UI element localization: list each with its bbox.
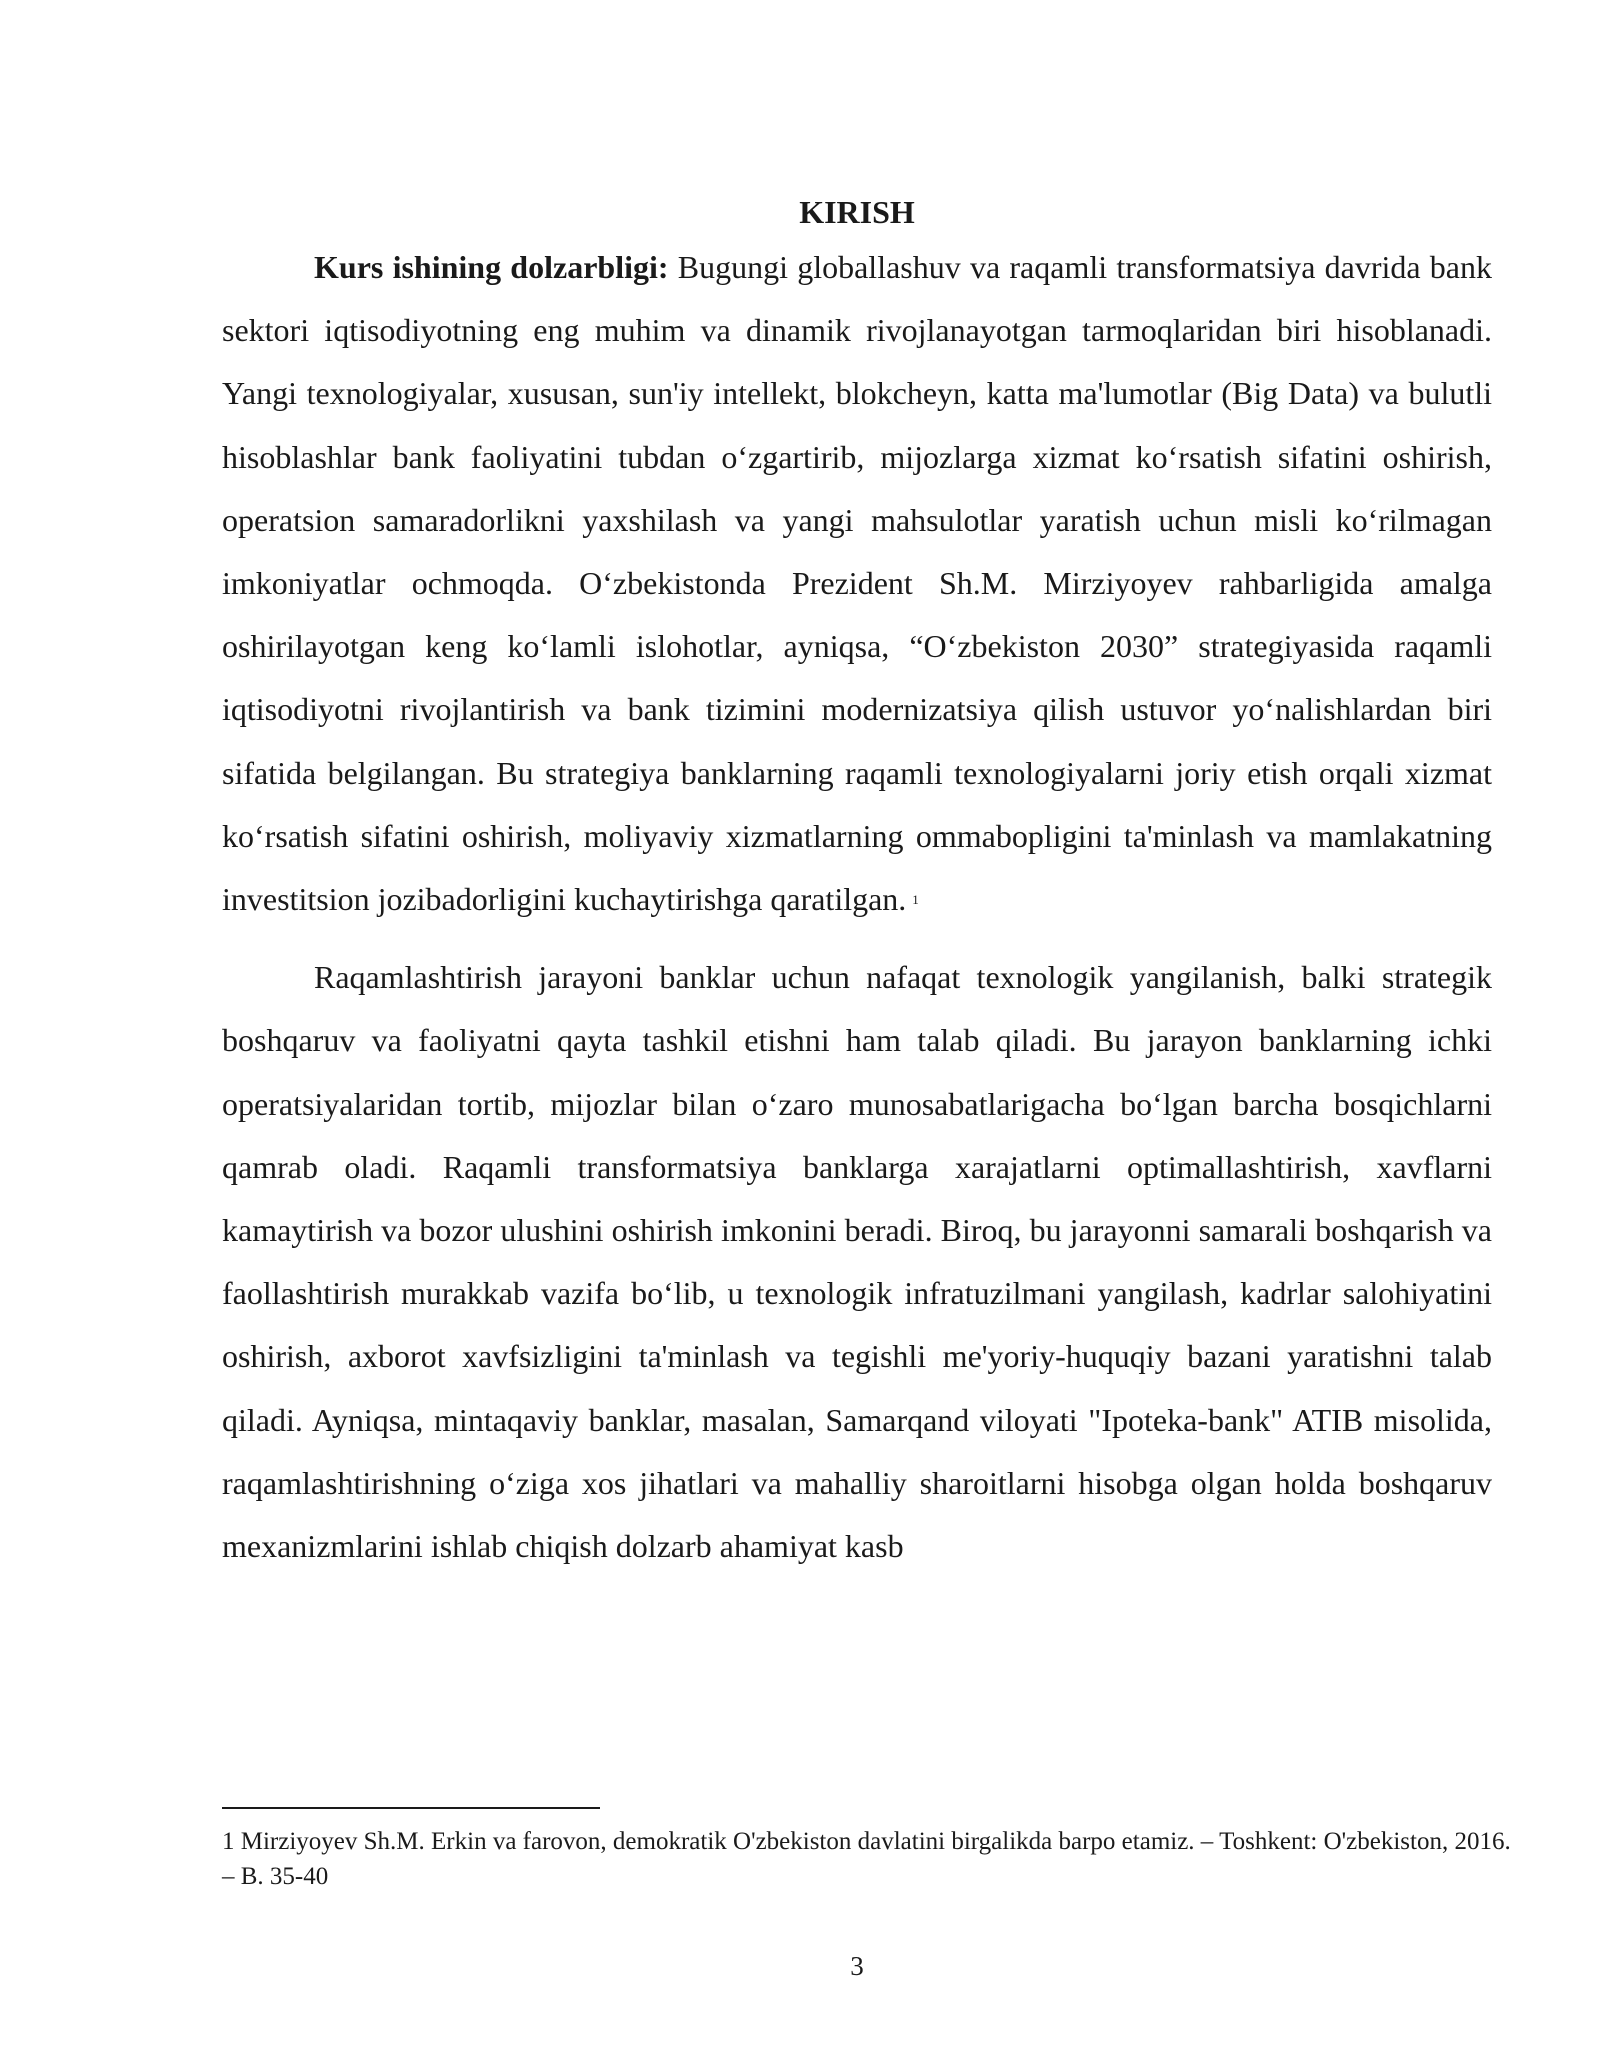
paragraph-digitalization [222, 946, 1492, 1578]
paragraph-relevance [222, 236, 1492, 931]
body-text [222, 236, 1492, 1578]
footnote-separator [222, 1807, 600, 1809]
page-number: 3 [850, 1951, 864, 1981]
paragraph-text: Raqamlashtirish jarayoni banklar uchun nafaqat texnologik yangilanish, balki strategik boshqaruv va faoliyatni qayta tashkil etishni ham talab qiladi. Bu jarayon banklarning ichki operatsiyalaridan tortib, mijozlar bilan o‘zaro munosabatlarigacha bo‘lgan barcha bosqichlarni qamrab oladi. Raqamli transformatsiya banklarga xarajatlarni optimallashtirish, xavflarni kamaytirish va bozor ulushini oshirish imkonini beradi. Biroq, bu jarayonni samarali boshqarish va faollashtirish murakkab vazifa bo‘lib, u texnologik infratuzilmani yangilash, kadrlar salohiyatini oshirish, axborot xavfsizligini ta'minlash va tegishli me'yoriy-huquqiy bazani yaratishni talab qiladi. Ayniqsa, mintaqaviy banklar, masalan, Samarqand viloyati "Ipoteka-bank" ATIB misolida, raqamlashtirishning o‘ziga xos jihatlari va mahalliy sharoitlarni hisobga olgan holda boshqaruv mexanizmlarini ishlab chiqish dolzarb ahamiyat kasb [222, 959, 1492, 1565]
footnote-reference[interactable]: 1 [912, 892, 919, 908]
footnote-text: 1 Mirziyoyev Sh.M. Erkin va farovon, demokratik O'zbekiston davlatini birgalikda barpo etamiz. – Toshkent: O'zbekiston, 2016. – B. 35-40 [222, 1828, 1511, 1890]
page-title: KIRISH [799, 194, 915, 230]
paragraph-lead-in: Kurs ishining dolzarbligi: [314, 249, 669, 285]
paragraph-text: Bugungi globallashuv va raqamli transformatsiya davrida bank sektori iqtisodiyotning eng muhim va dinamik rivojlanayotgan tarmoqlaridan biri hisoblanadi. Yangi texnologiyalar, xususan, sun'iy intellekt, blokcheyn, katta ma'lumotlar (Big Data) va bulutli hisoblashlar bank faoliyatini tubdan o‘zgartirib, mijozlarga xizmat ko‘rsatish sifatini oshirish, operatsion samaradorlikni yaxshilash va yangi mahsulotlar yaratish uchun misli ko‘rilmagan imkoniyatlar ochmoqda. O‘zbekistonda Prezident Sh.M. Mirziyoyev rahbarligida amalga oshirilayotgan keng ko‘lamli islohotlar, ayniqsa, “O‘zbekiston 2030” strategiyasida raqamli iqtisodiyotni rivojlantirish va bank tizimini modernizatsiya qilish ustuvor yo‘nalishlardan biri sifatida belgilangan. Bu strategiya banklarning raqamli texnologiyalarni joriy etish orqali xizmat ko‘rsatish sifatini oshirish, moliyaviy xizmatlarning ommabopligini ta'minlash va mamlakatning investitsion jozibadorligini kuchaytirishga qaratilgan. [222, 249, 1493, 918]
